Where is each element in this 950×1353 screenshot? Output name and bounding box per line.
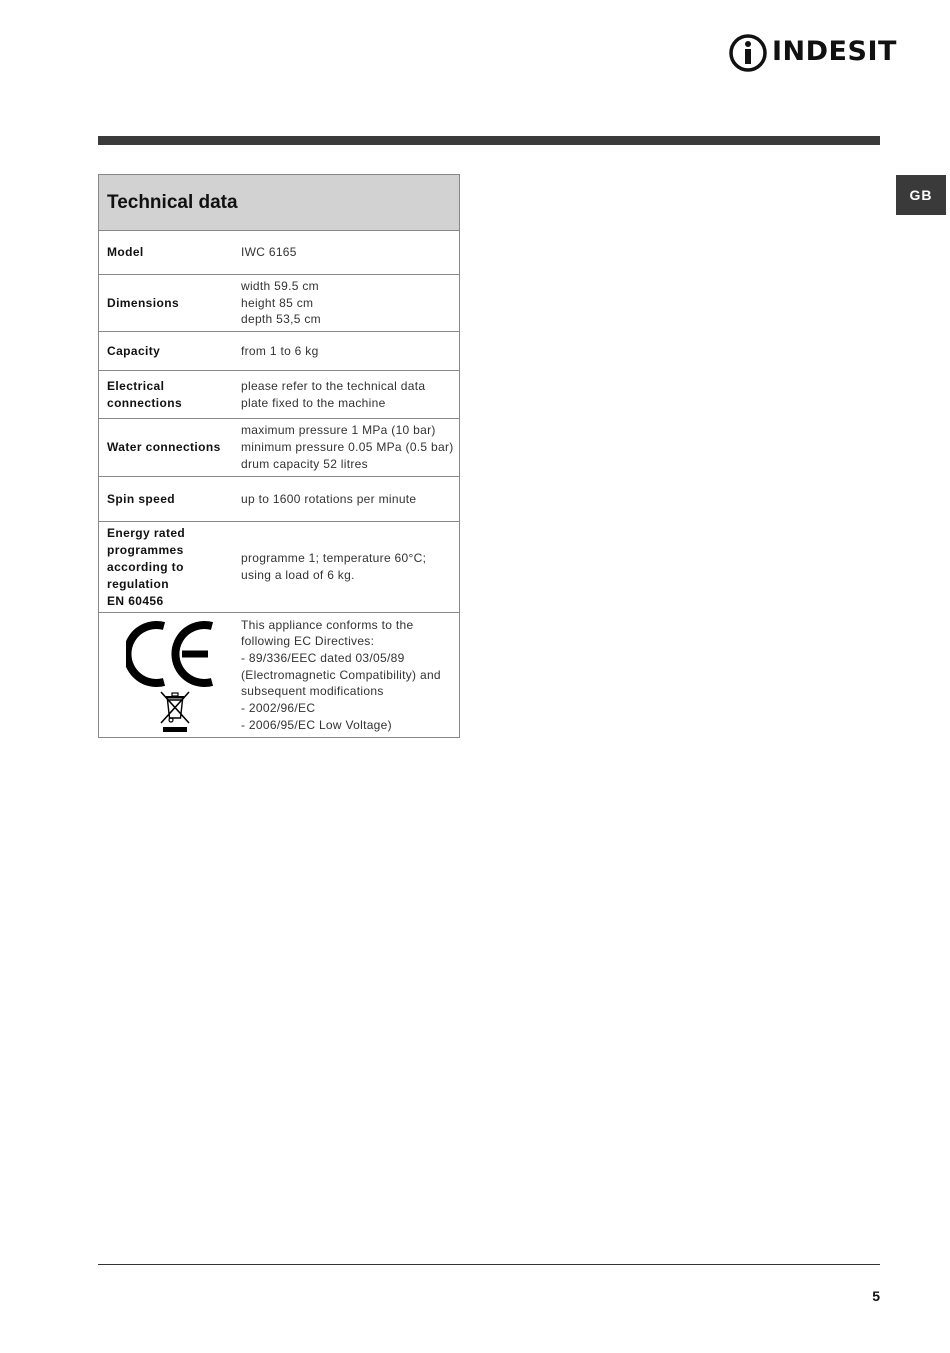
row-value: up to 1600 rotations per minute xyxy=(241,491,417,506)
table-row-water xyxy=(99,419,459,477)
technical-data-table xyxy=(98,174,460,738)
row-label: Energy rated programmes according to regulation EN 60456 xyxy=(107,525,186,608)
crossed-bin-icon xyxy=(159,689,191,733)
table-header xyxy=(99,175,459,231)
table-row-energy xyxy=(99,522,459,613)
info-circle-icon xyxy=(728,32,770,74)
header-rule xyxy=(98,136,880,145)
row-label: Water connections xyxy=(107,440,221,454)
row-label: Spin speed xyxy=(107,491,176,506)
row-value: from 1 to 6 kg xyxy=(241,343,319,358)
row-value: width 59.5 cm height 85 cm depth 53,5 cm xyxy=(241,278,321,327)
row-value: IWC 6165 xyxy=(241,245,297,260)
table-row-model xyxy=(99,231,459,275)
page-number: 5 xyxy=(872,1288,880,1304)
row-label: Electrical connections xyxy=(107,378,183,410)
table-row-dimensions xyxy=(99,275,459,332)
row-label: Capacity xyxy=(107,343,161,358)
row-value: please refer to the technical data plate fixed to the machine xyxy=(241,378,426,410)
brand-name: INDESIT xyxy=(772,36,897,67)
language-tab: GB xyxy=(896,175,946,215)
row-label: Dimensions xyxy=(107,295,180,310)
table-title: Technical data xyxy=(107,191,238,213)
table-row-directives xyxy=(99,613,459,737)
table-row-capacity xyxy=(99,332,459,371)
table-row-spin-speed xyxy=(99,477,459,522)
row-value: maximum pressure 1 MPa (10 bar) minimum pressure 0.05 MPa (0.5 bar) drum capacity 52 litres xyxy=(241,423,454,471)
row-value: programme 1; temperature 60°C; using a load of 6 kg. xyxy=(241,551,427,582)
row-label: Model xyxy=(107,245,144,259)
table-row-electrical xyxy=(99,371,459,419)
directives-text: This appliance conforms to the following EC Directives: - 89/336/EEC dated 03/05/89 (Electromagnetic Compatibility) and subsequent modifications - 2002/96/EC - 2006/95/EC Low Voltage) xyxy=(241,617,441,732)
ce-mark-icon xyxy=(126,618,216,690)
footer-rule xyxy=(98,1264,880,1265)
compliance-logos xyxy=(99,613,233,737)
indesit-logo xyxy=(728,32,897,74)
